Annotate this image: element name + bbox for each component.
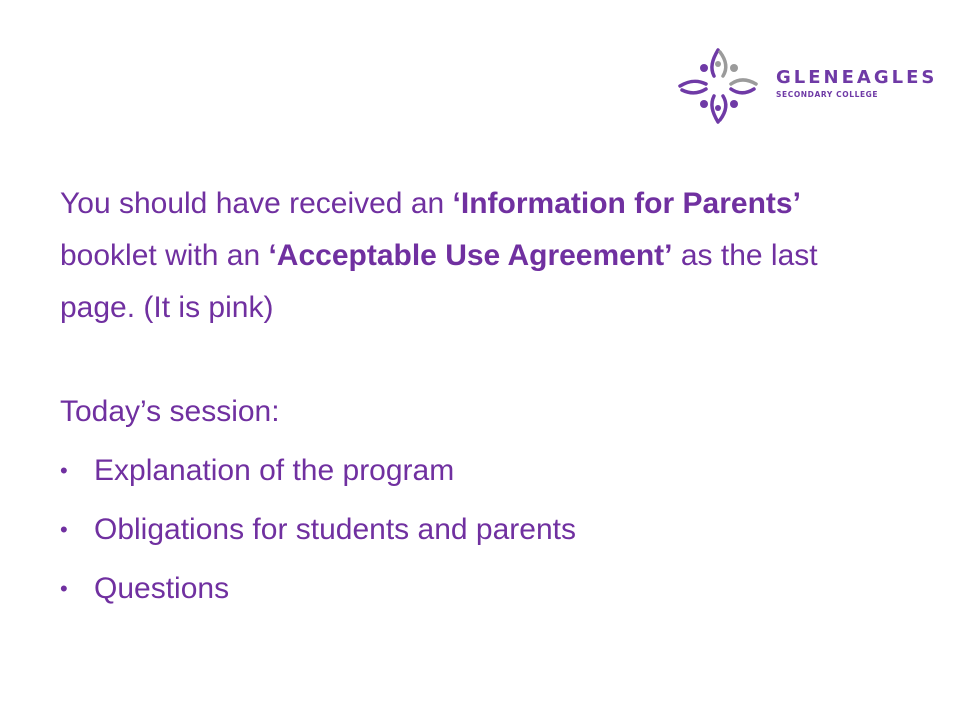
session-heading: Today’s session:: [60, 395, 280, 428]
intro-text-1: You should have received an: [60, 187, 453, 220]
logo-name: GLENEAGLES: [776, 67, 938, 88]
agenda-item-label: Questions: [94, 572, 230, 605]
intro-text-3: as the last page. (It is pink): [60, 239, 818, 324]
agreement-title: ‘Acceptable Use Agreement’: [268, 239, 673, 272]
intro-text-2: booklet with an: [60, 239, 269, 272]
list-item: [60, 563, 900, 615]
booklet-title: ‘Information for Parents’: [452, 187, 801, 220]
intro-paragraph: [60, 178, 900, 334]
bullet-icon: •: [60, 517, 68, 542]
agenda-item-label: Explanation of the program: [94, 454, 455, 487]
bullet-icon: •: [60, 576, 68, 601]
logo-subtitle: SECONDARY COLLEGE: [776, 90, 879, 99]
list-item: [60, 445, 900, 497]
slide-body: [60, 178, 900, 615]
logo-emblem-icon: [676, 44, 760, 128]
agenda-item-label: Obligations for students and parents: [94, 513, 576, 546]
list-item: [60, 504, 900, 556]
session-agenda-list: [60, 445, 900, 615]
bullet-icon: •: [60, 458, 68, 483]
logo-text: [776, 68, 937, 100]
school-logo: [676, 44, 938, 128]
